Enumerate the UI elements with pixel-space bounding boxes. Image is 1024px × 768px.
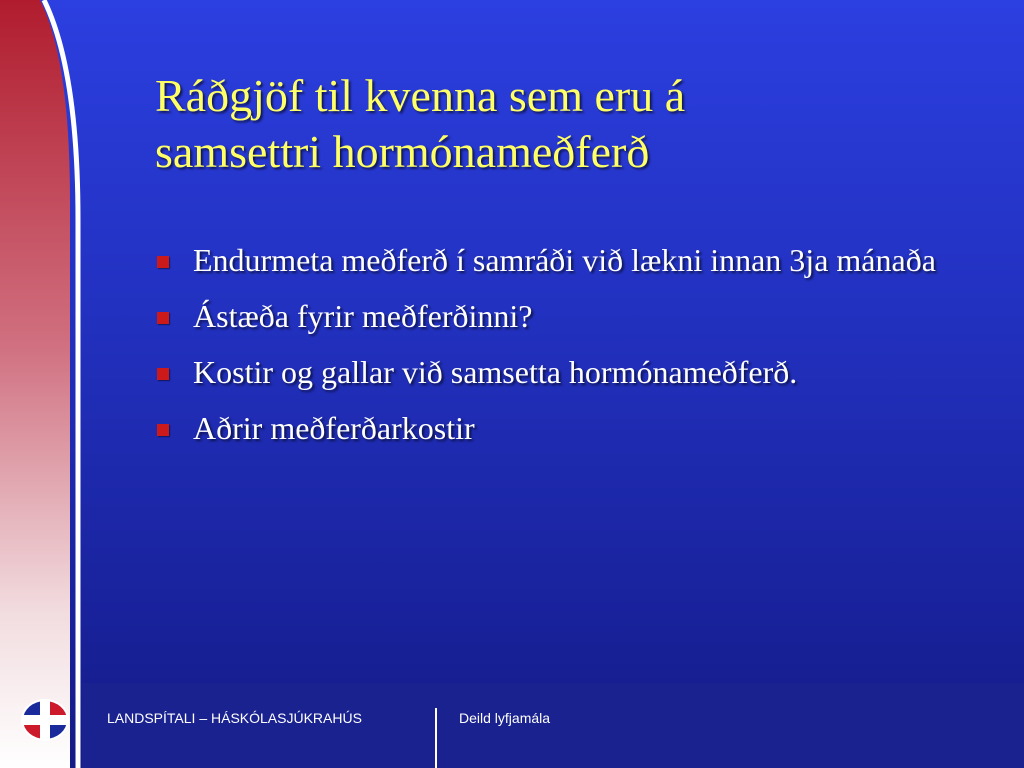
- slide-title: [155, 68, 975, 180]
- square-bullet-icon: [157, 256, 169, 268]
- square-bullet-icon: [157, 424, 169, 436]
- hospital-cross-logo-icon: [19, 697, 71, 743]
- footer-divider: [435, 708, 437, 768]
- bullet-item: [155, 296, 975, 336]
- bullet-text: Aðrir meðferðarkostir: [193, 410, 475, 446]
- title-line-1: Ráðgjöf til kvenna sem eru á: [155, 70, 686, 121]
- square-bullet-icon: [157, 368, 169, 380]
- bullet-item: [155, 240, 975, 280]
- bullet-text: Kostir og gallar við samsetta hormónameðferð.: [193, 354, 798, 390]
- bullet-text: Endurmeta meðferð í samráði við lækni innan 3ja mánaða: [193, 242, 936, 278]
- square-bullet-icon: [157, 312, 169, 324]
- title-line-2: samsettri hormónameðferð: [155, 126, 650, 177]
- footer-department: Deild lyfjamála: [459, 710, 551, 726]
- bullet-item: [155, 352, 975, 392]
- bullet-list: [155, 240, 975, 464]
- bullet-item: [155, 408, 975, 448]
- left-decorative-band: [0, 0, 82, 768]
- bullet-text: Ástæða fyrir meðferðinni?: [193, 298, 533, 334]
- footer-organization: LANDSPÍTALI – HÁSKÓLASJÚKRAHÚS: [107, 710, 362, 726]
